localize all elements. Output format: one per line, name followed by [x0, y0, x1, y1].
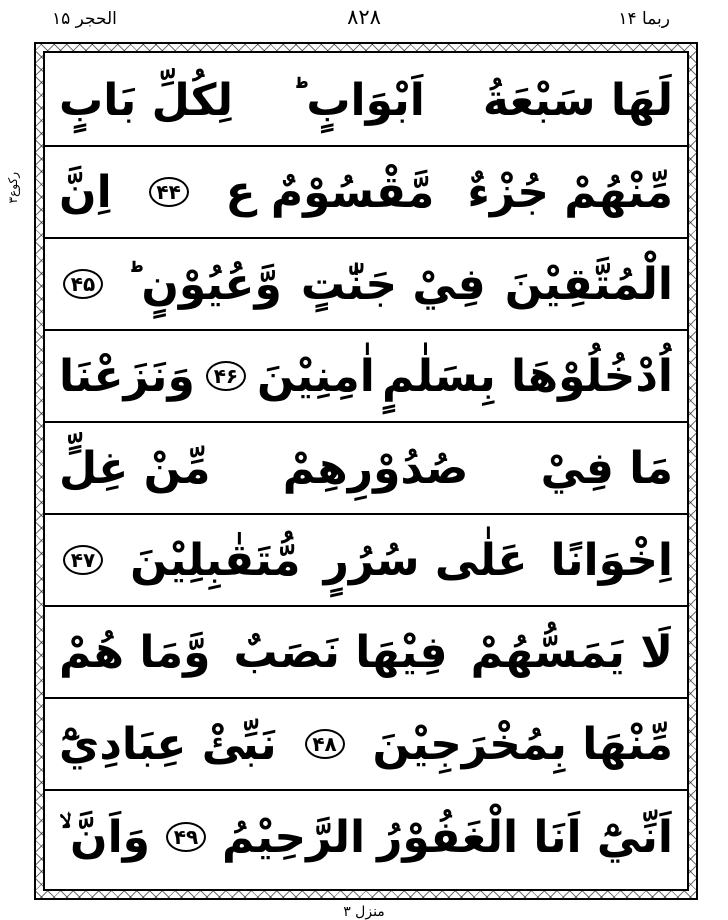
verse-word-group: وَّمَا هُمْ — [59, 626, 211, 678]
verse-word-group: اِنَّ — [59, 166, 112, 218]
verse-word-group: لِكُلِّ بَابٍ — [59, 74, 233, 126]
verse-line — [45, 331, 687, 423]
verse-word-group: مِّنْ غِلٍّ — [59, 442, 211, 494]
juz-name-header: ربما ۱۴ — [618, 9, 670, 29]
verse-line — [45, 147, 687, 239]
verse-word-group: اَبْوَابٍ ؕ — [291, 74, 425, 126]
verse-word-group: مَا فِيْ — [540, 442, 673, 494]
verse-line — [45, 607, 687, 699]
verse-word-group: فِيْهَا نَصَبٌ — [233, 626, 448, 678]
text-panel — [43, 51, 689, 891]
verse-line — [45, 55, 687, 147]
verse-word-group: عَلٰى سُرُرٍ — [323, 534, 528, 586]
verse-word-group: اَنِّيْٓ اَنَا الْغَفُوْرُ — [377, 811, 673, 863]
verse-word-group: وَنَزَعْنَا — [59, 350, 195, 402]
verse-word-group: وَاَنَّ ۙ — [59, 811, 151, 863]
verse-word-group: وَّعُيُوْنٍ ؕ — [126, 258, 282, 310]
ayah-number-marker: ۴۸ — [305, 729, 345, 759]
verse-word-group: نَبِّئْ عِبَادِيْٓ — [59, 718, 277, 770]
ayah-number-marker: ۴۹ — [166, 822, 206, 852]
verse-word-group: صُدُوْرِهِمْ — [282, 442, 469, 494]
verse-word-group: مِّنْهُمْ جُزْءٌ — [467, 166, 673, 218]
verse-word-group: لَهَا سَبْعَةُ — [482, 74, 673, 126]
verse-word-group: اُدْخُلُوْهَا بِسَلٰمٍ — [381, 350, 673, 402]
ayah-number-marker: ۴۷ — [63, 545, 103, 575]
verse-word-group: مُّتَقٰبِلِيْنَ — [130, 534, 301, 586]
verse-line — [45, 699, 687, 791]
verse-word-group: اٰمِنِيْنَ — [257, 350, 375, 402]
verse-word-group: فِيْ جَنّٰتٍ — [300, 258, 486, 310]
verse-word-group: الْمُتَّقِيْنَ — [504, 258, 673, 310]
verse-word-group: لَا يَمَسُّهُمْ — [470, 626, 673, 678]
verse-line — [45, 515, 687, 607]
verse-word-group: الرَّحِيْمُ — [221, 811, 366, 863]
verse-word-group: مَّقْسُوْمٌ ع — [225, 166, 435, 218]
manzil-footer: منزل ۳ — [343, 904, 385, 920]
verse-lines — [45, 53, 687, 889]
verse-line — [45, 239, 687, 331]
ayah-number-marker: ۴۵ — [63, 269, 103, 299]
surah-name-header: الحجر ۱۵ — [52, 9, 117, 29]
page-frame — [34, 42, 698, 900]
verse-line — [45, 423, 687, 515]
verse-line — [45, 791, 687, 883]
verse-word-group: مِّنْهَا بِمُخْرَجِيْنَ — [372, 718, 673, 770]
page-number: ۸۲۸ — [347, 5, 381, 29]
ayah-number-marker: ۴۴ — [149, 177, 189, 207]
verse-word-group: اِخْوَانًا — [550, 534, 673, 586]
ayah-number-marker: ۴۶ — [206, 361, 246, 391]
ruku-side-mark: رکوع۳ — [6, 172, 20, 204]
